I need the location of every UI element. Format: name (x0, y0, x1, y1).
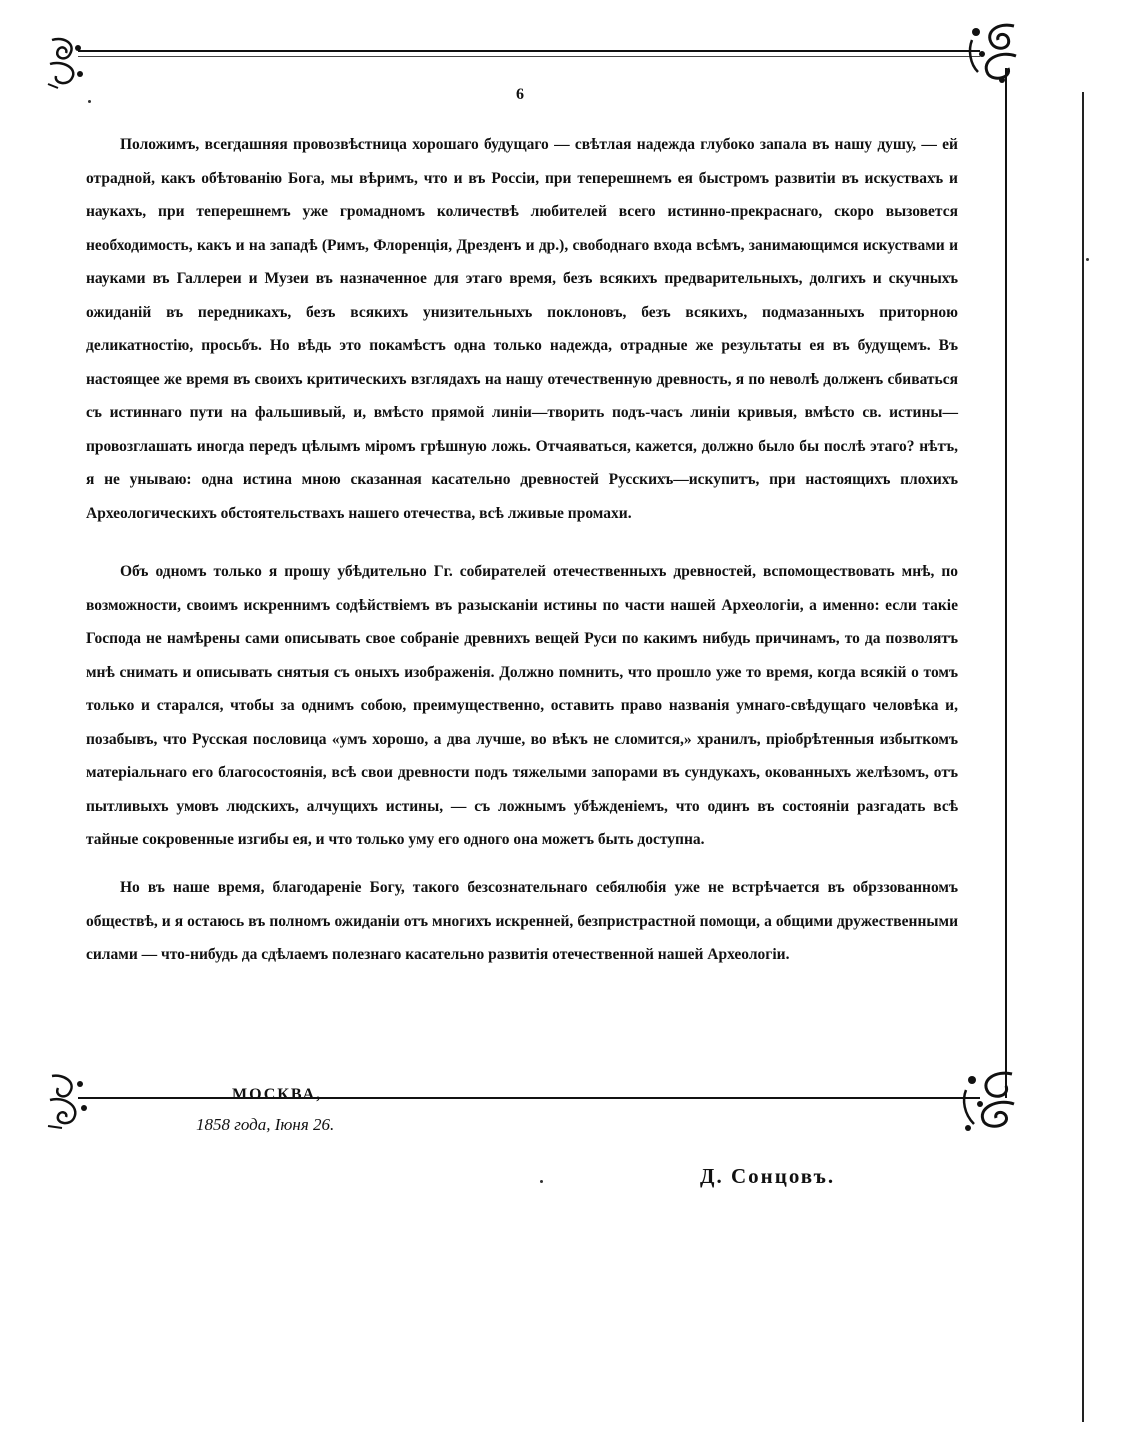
floral-ornament-icon (44, 34, 90, 90)
frame-right-rule (1005, 68, 1007, 1098)
paragraph-2 (86, 555, 958, 857)
floral-ornament-icon (958, 1068, 1020, 1134)
author-signature: Д. Сонцовъ. (700, 1164, 836, 1188)
floral-ornament-icon (962, 20, 1022, 86)
date-line: 1858 года, Іюня 26. (196, 1115, 335, 1134)
frame-bottom-rule (78, 1097, 980, 1099)
print-speck (540, 1180, 543, 1183)
print-speck (1086, 258, 1089, 261)
page-number: 6 (516, 86, 524, 103)
outer-right-rule (1082, 92, 1084, 1422)
frame-top-thin-rule (78, 56, 980, 57)
floral-ornament-icon (44, 1072, 94, 1130)
paragraph-3 (86, 871, 958, 972)
paragraph-text: Но въ наше время, благодареніе Богу, такого безсознательнаго себялюбія уже не встрѣчается въ обрззованномъ обществѣ, и я остаюсь въ полномъ ожиданіи отъ многихъ искренней, безпристрастной помощи, а общими дружественными силами — что-нибудь да сдѣлаемъ полезнаго касательно развитія отечественной нашей Археологіи. (86, 879, 958, 963)
place-name: МОСКВА, (232, 1086, 323, 1103)
paragraph-1 (86, 128, 958, 530)
paragraph-text: Объ одномъ только я прошу убѣдительно Гг. собирателей отечественныхъ древностей, вспомоществовать мнѣ, по возможности, своимъ искреннимъ содѣйствіемъ въ разысканіи истины по части нашей Археологіи, а именно: если такіе Господа не намѣрены сами описывать свое собраніе древнихъ вещей Руси по какимъ нибудь причинамъ, то да позволятъ мнѣ снимать и описывать снятыя съ оныхъ изображенія. Должно помнить, что прошло уже то время, когда всякій о томъ только и старался, чтобы за однимъ собою, преимущественно, оставить право названія умнаго-свѣдущаго человѣка и, позабывъ, что Русская пословица «умъ хорошо, а два лучше, во вѣкъ не сломится,» хранилъ, пріобрѣтенныя избыткомъ матеріальнаго его благосостоянія, всѣ свои древности подъ тяжелыми запорами въ сундукахъ, окованныхъ желѣзомъ, отъ пытливыхъ умовъ людскихъ, алчущихъ истины, — съ ложнымъ убѣжденіемъ, что одинъ въ состояніи разгадать всѣ тайные сокровенные изгибы ея, и что только уму его одного она можетъ быть доступна. (86, 563, 958, 848)
paragraph-text: Положимъ, всегдашняя провозвѣстница хорошаго будущаго — свѣтлая надежда глубоко запала въ нашу душу, — ей отрадной, какъ обѣтованію Бога, мы вѣримъ, что и въ Россіи, при теперешнемъ ея быстромъ развитіи въ искуствахъ и наукахъ, при теперешнемъ уже громадномъ количествѣ любителей всего истинно-прекраснаго, скоро вызовется необходимость, какъ и на западѣ (Римъ, Флоренція, Дрезденъ и др.), свободнаго входа всѣмъ, занимающимся искуствами и науками въ Галлереи и Музеи въ назначенное для этаго время, безъ всякихъ предварительныхъ, долгихъ и скучныхъ ожиданій въ передникахъ, безъ всякихъ унизительныхъ поклоновъ, безъ всякихъ, подмазанныхъ приторною деликатностію, просьбъ. Но вѣдь это покамѣстъ одна только надежда, отрадные же результаты ея въ будущемъ. Въ настоящее же время въ своихъ критическихъ взглядахъ на нашу отечественную древность, я по неволѣ долженъ сбиваться съ истиннаго пути на фальшивый, и, вмѣсто прямой линіи—творить подъ-часъ линіи кривыя, вмѣсто св. истины—провозглашать иногда передъ цѣлымъ міромъ грѣшную ложь. Отчаяваться, кажется, должно было бы послѣ этаго? нѣтъ, я не унываю: одна истина мною сказанная касательно древностей Русскихъ—искупитъ, при настоящихъ плохихъ Археологическихъ обстоятельствахъ нашего отечества, всѣ лживые промахи. (86, 136, 958, 522)
print-speck (88, 100, 91, 103)
frame-top-rule (78, 50, 980, 52)
